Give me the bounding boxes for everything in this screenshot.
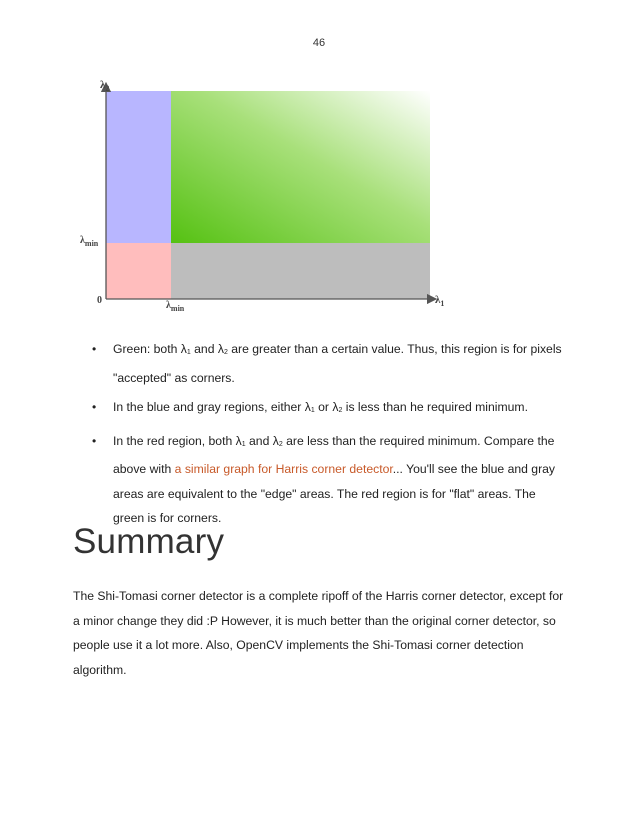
subscript: 1 — [310, 407, 315, 414]
subscript: 2 — [278, 440, 283, 448]
bullet-dot-icon: • — [92, 433, 97, 448]
blue-region — [106, 91, 171, 243]
y-threshold-label: $\lambda_{min}$ — [80, 235, 99, 248]
subscript: 1 — [186, 349, 191, 356]
origin-label: 0 — [97, 295, 102, 306]
subscript: 1 — [241, 440, 246, 448]
x-axis-label: $\lambda_1$ — [435, 294, 445, 308]
bullet-item: • Green: both $\lambda_1$ and $\lambda_2$ are greater than a certain value. Thus, this region is for pixels "accepted" as corners. — [92, 337, 562, 390]
harris-graph-link[interactable]: a similar graph for Harris corner detector — [174, 462, 393, 476]
bullet-item: • In the red region, both $\lambda_1$ and $\lambda_2$ are less than the required minimum. Compare the above with a similar graph for Harris corner detector... You'll see the blue and gray areas are equivalent to the "edge" areas. The red region is for "flat" areas. The green is for corners. — [92, 429, 562, 531]
summary-heading: Summary — [73, 522, 225, 561]
gray-region — [171, 243, 430, 299]
red-region — [106, 243, 171, 299]
subscript: 2 — [338, 407, 343, 414]
green-region — [171, 91, 430, 243]
y-axis-label: $\lambda_2$ — [100, 79, 110, 93]
subscript: 2 — [223, 349, 228, 356]
bullet-dot-icon: • — [92, 400, 97, 414]
x-threshold-label: $\lambda_{min}$ — [166, 300, 185, 313]
eigenvalue-region-diagram — [80, 75, 460, 320]
bullet-item: • In the blue and gray regions, either $\lambda_1$ or $\lambda_2$ is less than he required minimum. — [92, 395, 562, 424]
bullet-dot-icon: • — [92, 342, 97, 356]
page-number: 46 — [312, 37, 326, 49]
bullet-list — [92, 337, 562, 536]
summary-paragraph: The Shi-Tomasi corner detector is a complete ripoff of the Harris corner detector, except for a minor change they did :P However, it is much better than the original corner detector, so people use it a lot more. Also, OpenCV implements the Shi-Tomasi corner detection algorithm. — [73, 589, 564, 677]
